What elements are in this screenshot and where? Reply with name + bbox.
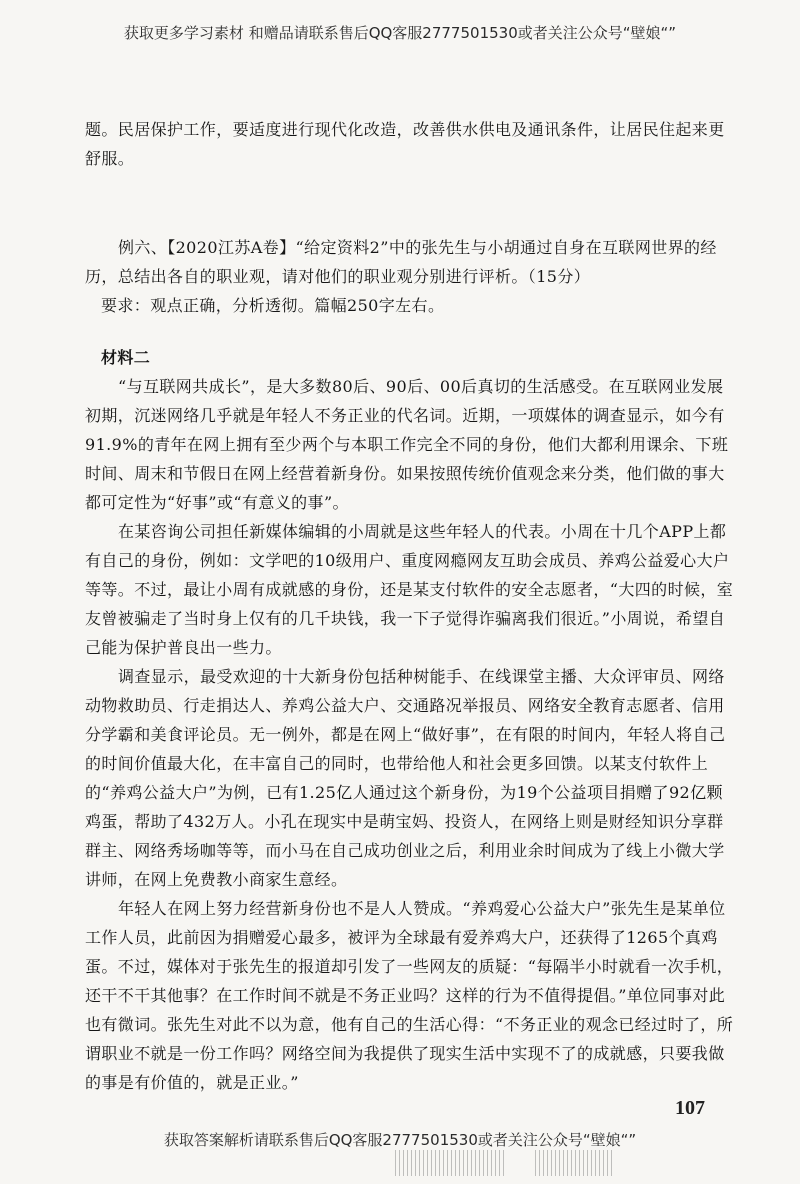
- material-paragraph: 年轻人在网上努力经营新身份也不是人人赞成。“养鸡爱心公益大户”张先生是某单位工作人员，此前因为捐赠爱心最多，被评为全球最有爱养鸡大户，还获得了1265个真鸡蛋。不过，媒体对于张先生的报道却引发了一些网友的质疑：“每隔半小时就看一次手机，还干不干其他事？在工作时间不就是不务正业吗？这样的行为不值得提倡。”单位同事对此也有微词。张先生对此不以为意，他有自己的生活心得：“不务正业的观念已经过时了，所谓职业不就是一份工作吗？网络空间为我提供了现实生活中实现不了的成就感，只要我做的事是有价值的，就是正业。”: [85, 899, 734, 1092]
- top-paragraph-text: 题。民居保护工作，要适度进行现代化改造，改善供水供电及通讯条件，让居民住起来更舒服。: [85, 120, 725, 168]
- example-requirement: 要求：观点正确，分析透彻。篇幅250字左右。: [101, 296, 445, 315]
- page-header-watermark: 获取更多学习素材 和赠品请联系售后QQ客服2777501530或者关注公众号“壁娘“”: [123, 24, 677, 42]
- material-paragraph: “与互联网共成长”，是大多数80后、90后、00后真切的生活感受。在互联网业发展初期，沉迷网络几乎就是年轻人不务正业的代名词。近期，一项媒体的调查显示，如今有91.9%的青年在网上拥有至少两个与本职工作完全不同的身份，他们大都利用课余、下班时间、周末和节假日在网上经营着新身份。如果按照传统价值观念来分类，他们做的事大都可定性为“好事”或“有意义的事”。: [85, 377, 729, 512]
- material-block: [85, 343, 735, 1097]
- example-question: 例六、【2020江苏A卷】“给定资料2”中的张先生与小胡通过自身在互联网世界的经历，总结出各自的职业观，请对他们的职业观分别进行评析。（15分）: [85, 238, 717, 286]
- page-footer-watermark: 获取答案解析请联系售后QQ客服2777501530或者关注公众号“壁娘“”: [163, 1131, 637, 1149]
- page-number: 107: [675, 1097, 705, 1119]
- example-question-block: [85, 233, 735, 320]
- scan-noise: [535, 1150, 615, 1176]
- material-paragraph: 在某咨询公司担任新媒体编辑的小周就是这些年轻人的代表。小周在十几个APP上都有自己的身份，例如：文学吧的10级用户、重度网瘾网友互助会成员、养鸡公益爱心大户等等。不过，最让小周有成就感的身份，还是某支付软件的安全志愿者，“大四的时候，室友曾被骗走了当时身上仅有的几千块钱，我一下子觉得诈骗离我们很近。”小周说，希望自己能为保护普良出一些力。: [85, 522, 734, 657]
- continued-paragraph: [85, 115, 735, 173]
- material-heading: 材料二: [101, 348, 151, 367]
- scan-noise: [395, 1150, 505, 1176]
- material-paragraph: 调查显示，最受欢迎的十大新身份包括种树能手、在线课堂主播、大众评审员、网络动物救助员、行走捐达人、养鸡公益大户、交通路况举报员、网络安全教育志愿者、信用分学霸和美食评论员。无一例外，都是在网上“做好事”，在有限的时间内，年轻人将自己的时间价值最大化，在丰富自己的同时，也带给他人和社会更多回馈。以某支付软件上的“养鸡公益大户”为例，已有1.25亿人通过这个新身份，为19个公益项目捐赠了92亿颗鸡蛋，帮助了432万人。小孔在现实中是萌宝妈、投资人，在网络上则是财经知识分享群群主、网络秀场咖等等，而小马在自己成功创业之后，利用业余时间成为了线上小微大学讲师，在网上免费教小商家生意经。: [85, 667, 726, 889]
